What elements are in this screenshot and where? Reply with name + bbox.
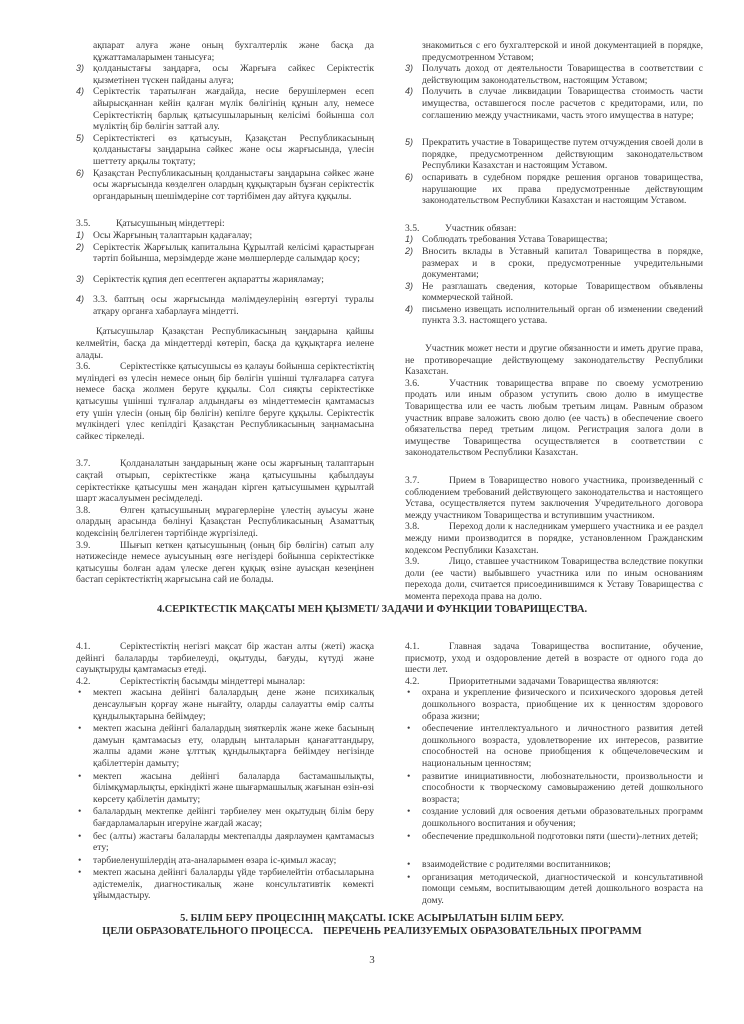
rights-item: 6) Қазақстан Республикасының қолданыстағы заңдарына сәйкес және осы жарғысында көзделген олардың құқықтарын бұзған серіктестік органдарының шешімдеріне сот тәртібімен дау айтуға құқылы. [76, 167, 374, 202]
list-item: • обеспечение интеллектуального и личностного развития детей дошкольного возраста, удовлетворение их интересов, развитие способностей на основе приобщения к общечеловеческим и национальным ценностям; [407, 723, 703, 769]
duty-item: 2) Вносить вклады в Уставный капитал Товарищества в порядке, размерах и в сроки, предусмотренные учредительными документами; [405, 245, 703, 281]
rights-item: 3) Получать доход от деятельности Товарищества в соответствии с действующим законодательством, настоящим Уставом; [405, 63, 703, 86]
bullet-icon: • [407, 723, 411, 735]
bullet-icon: • [78, 687, 82, 699]
list-item: • мектеп жасына дейінгі балаларда бастамашылықты, білімқұмарлықты, еркіндікті және шығармашылық жағынан өзін-өзі көрсету қабілетін дамыту; [78, 770, 374, 805]
section-4-right-column [405, 641, 703, 907]
clause-4-1: 4.1. Серіктестіктің негізгі мақсат бір жастан алты (жеті) жасқа дейінгі балаларды тәрбиелеуді, оқытуды, бағуды, күтуді және сауықтыруды қамтамасыз етеді. [76, 641, 374, 676]
clause-3-7: 3.7. Қолданалатын заңдарының және осы жарғының талаптарын сақтай отырып, серіктестікке жаңа қатысушыны қабылдауы серіктестікке қатысушы мен жаңадан кірген қатысушымен құрылтай шарт жасалуымен ресімделеді. [76, 458, 374, 505]
duty-item: 3) Серіктестік құпия деп есептеген ақпаратты жарияламау; [76, 273, 324, 285]
bullet-icon: • [407, 770, 411, 782]
rights-continuation: ақпарат алуға және оның бухгалтерлік және басқа да құжаттамаларымен танысуға; [93, 40, 374, 63]
rights-item: 5) Серіктестіктегі өз қатысуын, Қазақстан Республикасының қолданыстағы заңдарына сәйкес және осы жарғысында, үлесін шеттету арқылы тоқтату; [76, 132, 374, 167]
rights-item: 4) Серіктестік таратылған жағдайда, несие берушілермен есеп айырысқаннан кейін қалған мүлік бөлігінің құнын алу, немесе Серіктестіктің барлық қатысушыларының келісімі бойынша сол мүліктің бір бөлігін заттай алу. [76, 86, 374, 133]
bullet-icon: • [78, 854, 82, 866]
section-3-5-heading: 3.5. Участник обязан: [405, 222, 517, 234]
duty-item: 3) Не разглашать сведения, которые Товариществом объявлены коммерческой тайной. [405, 280, 703, 304]
duty-item: 2) Серіктестік Жарғылық капиталына Құрылтай келісімі қарастырған тәртіп бойынша, мерзімдерде және мөлшерлерде салымдар қосу; [76, 241, 374, 265]
bullet-icon: • [78, 806, 82, 818]
bullet-icon: • [78, 830, 82, 842]
bullet-icon: • [407, 830, 411, 842]
clause-3-8: 3.8. Переход доли к наследникам умершего участника и ее раздел между ними производится в порядке, установленном Гражданским кодексом Республики Казахстан. [405, 521, 703, 556]
list-item: • создание условий для освоения детьми образовательных программ дошкольного воспитания и обучения; [407, 806, 703, 829]
clause-3-8: 3.8. Өлген қатысушының мұрагерлеріне үлестің ауысуы және олардың арасында бөлінуі Қазақстан Республикасының Азаматтық кодексінің белгілеген тәртібінде жүргізіледі. [76, 504, 374, 539]
clause-3-9: 3.9. Шығып кеткен қатысушының (оның бір бөлігін) сатып алу нәтижесінде немесе ауысуының өзге негіздері бойынша серіктестікке қатысушы болған адам үлеске деген құқық өзіне ауысқан кезеңінен бастап серіктестіктің жарғысына сай ие болады. [76, 539, 374, 586]
list-item: • обеспечение предшкольной подготовки пяти (шести)-летних детей; [407, 830, 699, 842]
bullet-icon: • [407, 687, 411, 699]
rights-item: 6) оспаривать в судебном порядке решения органов товарищества, нарушающие их права предусмотренные действующим законодательством Республики Казахстан и настоящим Уставом. [405, 171, 703, 207]
duties-note: Қатысушылар Қазақстан Республикасының заңдарына қайшы келмейтін, басқа да міндеттерді көтеріп, басқа да құқықтарға иелене алады. [76, 326, 374, 361]
duty-item: 4) 3.3. баптың осы жарғысында мәлімдеулерінің өзгертуі туралы атқару органға хабарлауға міндетті. [76, 294, 374, 317]
clause-4-2: 4.2. Серіктестіктің басымды міндеттері мыналар: [76, 675, 306, 687]
duty-item: 1) Соблюдать требования Устава Товарищества; [405, 234, 608, 246]
clause-3-6: 3.6. Участник товарищества вправе по своему усмотрению продать или иным образом уступить свою долю в имуществе Товарищества или ее часть любым третьим лицам. Равным образом участник вправе заложить свою долю (ее часть) в обеспечение своего обязательства перед третьим лицом. Регистрация залога доли в имуществе Товарищества осуществляется в соответствии с законодательством Республики Казахстан. [405, 377, 703, 459]
duties-note: Участник может нести и другие обязанности и иметь другие права, не противоречащие действующему законодательству Республики Казахстан. [405, 343, 703, 378]
list-item: • балалардың мектепке дейінгі тәрбиелеу мен оқытудың білім беру бағдарламаларын игеруіне жағдай жасау; [78, 806, 374, 829]
bullet-icon: • [407, 871, 411, 883]
rights-item: 5) Прекратить участие в Товариществе путем отчуждения своей доли в порядке, предусмотренном действующим законодательством Республики Казахстан и настоящим Уставом. [405, 137, 703, 172]
right-column-russian [405, 40, 703, 603]
section-5-heading-line1: 5. БІЛІМ БЕРУ ПРОЦЕСІНІҢ МАҚСАТЫ. ІСКЕ АСЫРЫЛАТЫН БІЛІМ БЕРУ. [180, 913, 564, 924]
clause-3-9: 3.9. Лицо, ставшее участником Товарищества вследствие покупки доли (ее части) выбывшего участника или по иным основаниям перехода доли, считается присоединившимся к Уставу Товарищества с момента перехода права на долю. [405, 556, 703, 602]
left-column-kazakh [76, 40, 374, 586]
list-item: • организация методической, диагностической и консультативной помощи семьям, воспитывающим детей дошкольного возраста на дому. [407, 871, 703, 906]
list-item: • тәрбиеленушілердің ата-аналарымен өзара іс-қимыл жасау; [78, 854, 337, 866]
bullet-icon: • [78, 867, 82, 879]
rights-continuation: знакомиться с его бухгалтерской и иной документацией в порядке, предусмотренном Уставом; [422, 40, 703, 63]
duty-item: 4) письмено извещать исполнительный орган об изменении сведений пункта 3.3. настоящего устава. [405, 303, 703, 327]
bullet-icon: • [407, 806, 411, 818]
bullet-icon: • [78, 723, 82, 735]
list-item: • охрана и укрепление физического и психического здоровья детей дошкольного возраста, приобщение их к ценностям здорового образа жизни; [407, 687, 703, 722]
bullet-icon: • [78, 770, 82, 782]
clause-3-7: 3.7. Прием в Товарищество нового участника, произведенный с соблюдением требований действующего законодательства и настоящего Устава, осуществляется путем заключения Учредительного договора между участником Товарищества и вступившим участником. [405, 475, 703, 521]
list-item: • мектеп жасына дейінгі балалардың дене және психикалық денсаулығын қорғау және нығайту, оларды салауатты өмір салты құндылықтарына бейімдеу; [78, 687, 374, 722]
clause-4-1: 4.1. Главная задача Товарищества воспитание, обучение, присмотр, уход и оздоровление детей в возрасте от одного года до шести лет. [405, 641, 703, 676]
rights-item: 3) қолданыстағы заңдарға, осы Жарғыға сәйкес Серіктестік қызметінен түскен пайданы алуға; [76, 63, 374, 86]
clause-3-6: 3.6. Серіктестікке қатысушысы өз қалауы бойынша серіктестіктің мүліндегі өз үлесін немесе оның бір бөлігін үшінші тұлғаларға сатуға немесе басқа жолмен беруге құқылы. Сол сияқты серіктестікке қатысушы үшінші тұлғалар алдындағы өз міндеттемесін қамтамасыз ету үшін үлесін (оның бір бөлігін) кепілге беруге құқылы. Серіктестік мүлкіндегі үлес кепілдігі Қазақстан Республикасының заңнамасына сәйкес тіркеледі. [76, 361, 374, 442]
section-4-heading: 4.СЕРІКТЕСТІК МАҚСАТЫ МЕН ҚЫЗМЕТІ/ ЗАДАЧИ И ФУНКЦИИ ТОВАРИЩЕСТВА. [156, 604, 588, 615]
rights-item: 4) Получить в случае ликвидации Товарищества стоимость части имущества, оставшегося после расчетов с кредиторами, или, по соглашению между участниками, часть этого имущества в натуре; [405, 86, 703, 121]
duty-item: 1) Осы Жарғының талаптарын қадағалау; [76, 229, 253, 241]
list-item: • бес (алты) жастағы балаларды мектепалды даярлаумен қамтамасыз ету; [78, 830, 374, 854]
clause-4-2: 4.2. Приоритетными задачами Товарищества являются: [405, 675, 659, 687]
list-item: • мектеп жасына дейінгі балаларды үйде тәрбиелейтін отбасыларына әдістемелік, диагностикалық және консультативтік көмекті ұйымдастыру. [78, 867, 374, 902]
list-item: • мектеп жасына дейінгі балалардың зияткерлік және жеке басының дамуын қамтамасыз ету, олардың ынталарын қанағаттандыру, жалпы адами және ұлттық құндылықтарға бейімдеу негізінде қабілеттерін дамыту; [78, 723, 374, 769]
section-4-left-column [76, 641, 374, 903]
section-3-5-heading: 3.5. Қатысушының міндеттері: [76, 218, 225, 230]
list-item: • развитие инициативности, любознательности, произвольности и способности к творческому самовыражению детей дошкольного возраста; [407, 770, 703, 805]
section-5-heading-line2: ЦЕЛИ ОБРАЗОВАТЕЛЬНОГО ПРОЦЕССА. ПЕРЕЧЕНЬ РЕАЛИЗУЕМЫХ ОБРАЗОВАТЕЛЬНЫХ ПРОГРАММ [102, 926, 642, 937]
page-number: 3 [369, 954, 375, 966]
bullet-icon: • [407, 859, 411, 871]
list-item: • взаимодействие с родителями воспитанников; [407, 859, 611, 871]
